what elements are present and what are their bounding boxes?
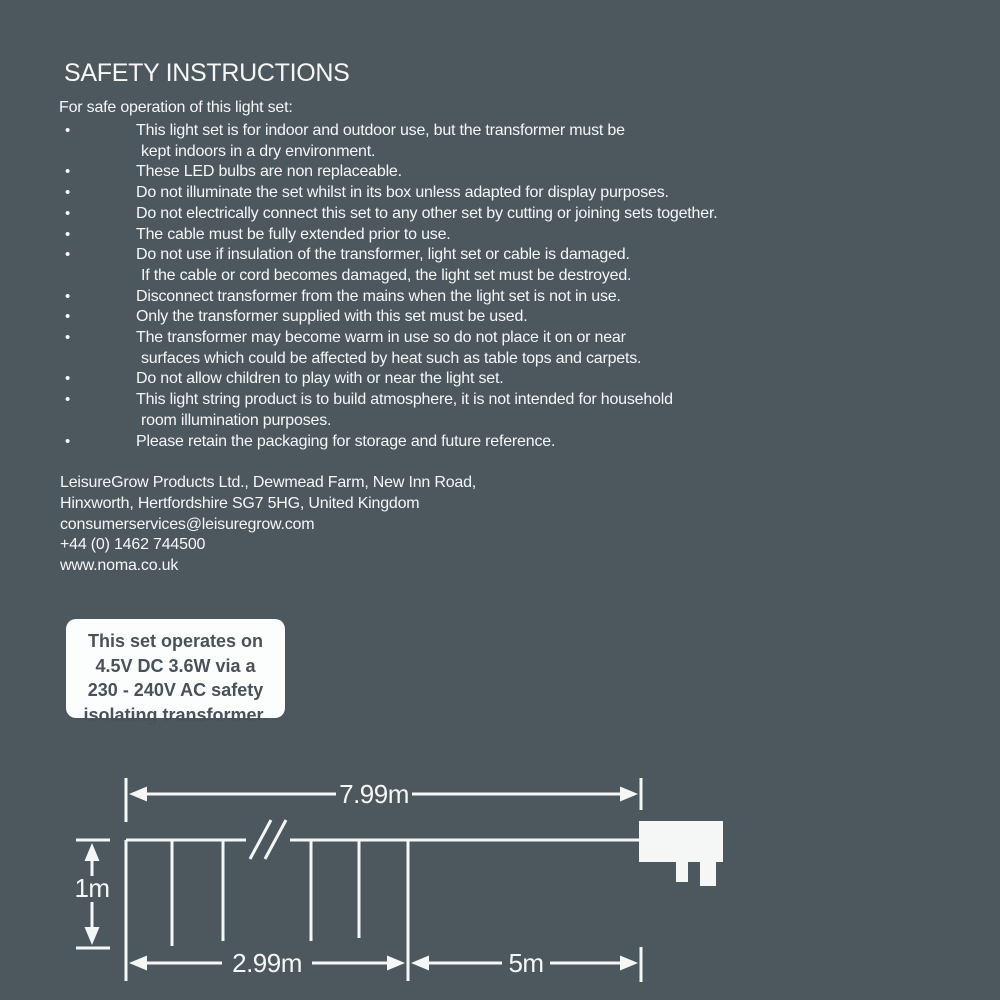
safety-item-text: This light string product is to build atmosphere, it is not intended for household bbox=[136, 391, 673, 409]
safety-item-text: Only the transformer supplied with this set must be used. bbox=[136, 308, 528, 326]
cable bbox=[126, 820, 640, 859]
total-length-dimension bbox=[126, 778, 641, 822]
spec-line: 4.5V DC 3.6W via a bbox=[95, 655, 256, 676]
intro-line: For safe operation of this light set: bbox=[59, 99, 293, 116]
plug-body bbox=[639, 821, 723, 862]
safety-item-continuation bbox=[65, 349, 825, 370]
spec-box-text bbox=[66, 619, 285, 727]
spec-line: 230 - 240V AC safety bbox=[87, 680, 264, 700]
lit-section-dimension bbox=[129, 948, 405, 978]
safety-item-text: Please retain the packaging for storage and future reference. bbox=[136, 432, 556, 450]
bullet-icon: • bbox=[65, 122, 71, 139]
spec-box bbox=[66, 619, 285, 725]
safety-item-text: Do not allow children to play with or near the light set. bbox=[136, 370, 504, 388]
bullet-icon: • bbox=[65, 432, 71, 450]
safety-item bbox=[65, 245, 825, 266]
bullet-icon: • bbox=[65, 391, 71, 409]
safety-item bbox=[65, 328, 825, 349]
arrow-left-icon bbox=[129, 787, 147, 802]
safety-item bbox=[65, 307, 825, 328]
arrow-right-icon bbox=[387, 956, 405, 971]
bullet-icon: • bbox=[65, 225, 71, 243]
safety-item-text: The cable must be fully extended prior to use. bbox=[136, 225, 451, 243]
safety-item bbox=[65, 162, 825, 183]
bullet-icon: • bbox=[65, 329, 71, 347]
safety-item bbox=[65, 287, 825, 308]
safety-item-continuation bbox=[65, 411, 825, 432]
arrow-up-icon bbox=[85, 843, 100, 861]
contact-email: consumerservices@leisuregrow.com bbox=[60, 515, 315, 533]
safety-item-text: Do not illuminate the set whilst in its box unless adapted for display purposes. bbox=[136, 184, 669, 202]
safety-item bbox=[65, 225, 825, 246]
lit-length-label: 2.99m bbox=[232, 948, 302, 978]
arrow-down-icon bbox=[85, 927, 100, 945]
safety-item-continuation bbox=[65, 266, 825, 287]
safety-item bbox=[65, 183, 825, 204]
total-length-label: 7.99m bbox=[339, 779, 409, 809]
bullet-icon: • bbox=[65, 246, 71, 264]
safety-item-text: surfaces which could be affected by heat such as table tops and carpets. bbox=[141, 349, 642, 367]
dimension-diagram bbox=[0, 760, 1000, 1000]
safety-item-text: These LED bulbs are non replaceable. bbox=[136, 163, 402, 181]
safety-item-text: If the cable or cord becomes damaged, the light set must be destroyed. bbox=[141, 266, 632, 284]
bullet-icon: • bbox=[65, 184, 71, 202]
safety-item bbox=[65, 204, 825, 225]
contact-address-line: LeisureGrow Products Ltd., Dewmead Farm, New Inn Road, bbox=[60, 474, 477, 491]
contact-phone: +44 (0) 1462 744500 bbox=[60, 536, 206, 554]
bullet-icon: • bbox=[65, 287, 71, 305]
bullet-icon: • bbox=[65, 370, 71, 388]
arrow-left-icon bbox=[129, 956, 147, 971]
safety-item-text: Do not use if insulation of the transformer, light set or cable is damaged. bbox=[136, 246, 630, 264]
safety-list bbox=[65, 121, 825, 452]
bullet-icon: • bbox=[65, 308, 71, 326]
safety-item-text: Do not electrically connect this set to any other set by cutting or joining sets together. bbox=[136, 204, 718, 222]
safety-item-text: This light set is for indoor and outdoor use, but the transformer must be bbox=[136, 122, 625, 139]
safety-item-text: kept indoors in a dry environment. bbox=[141, 142, 376, 160]
safety-item bbox=[65, 121, 825, 142]
safety-item-continuation bbox=[65, 142, 825, 163]
arrow-right-icon bbox=[620, 956, 638, 971]
safety-item bbox=[65, 369, 825, 390]
plug-pin bbox=[676, 860, 688, 882]
spec-line: This set operates on bbox=[87, 631, 264, 651]
contact-website: www.noma.co.uk bbox=[60, 557, 179, 575]
plug-icon bbox=[639, 821, 723, 886]
safety-item-text: Disconnect transformer from the mains when the light set is not in use. bbox=[136, 287, 621, 305]
bullet-icon: • bbox=[65, 163, 71, 181]
contact-address-line: Hinxworth, Hertfordshire SG7 5HG, United Kingdom bbox=[60, 494, 420, 512]
contact-block bbox=[60, 473, 476, 577]
safety-item-text: room illumination purposes. bbox=[141, 411, 332, 429]
safety-item bbox=[65, 432, 825, 453]
plug-pin bbox=[700, 860, 716, 886]
drop-length-label: 1m bbox=[74, 873, 110, 903]
bullet-icon: • bbox=[65, 204, 71, 222]
safety-item bbox=[65, 390, 825, 411]
arrow-left-icon bbox=[411, 956, 429, 971]
lead-length-label: 5m bbox=[508, 948, 544, 978]
safety-item-text: The transformer may become warm in use so do not place it on or near bbox=[136, 329, 626, 347]
drop-length-dimension bbox=[74, 840, 110, 948]
page-title: SAFETY INSTRUCTIONS bbox=[64, 59, 350, 87]
arrow-right-icon bbox=[620, 787, 638, 802]
spec-line: isolating transformer. bbox=[83, 704, 268, 725]
lead-length-dimension bbox=[411, 947, 641, 982]
